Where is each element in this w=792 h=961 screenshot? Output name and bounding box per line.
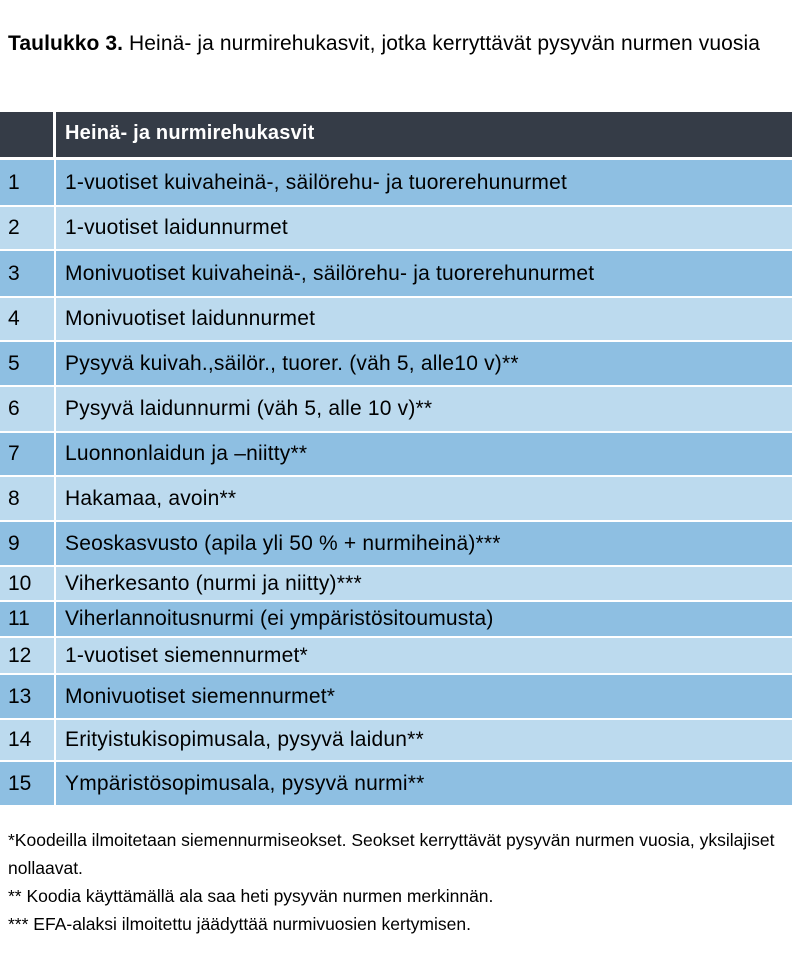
table-row — [0, 477, 792, 522]
table-row — [0, 522, 792, 567]
row-number: 1 — [0, 160, 56, 205]
table-row — [0, 433, 792, 477]
row-number: 9 — [0, 522, 56, 565]
caption-text: Heinä- ja nurmirehukasvit, jotka kerryttävät pysyvän nurmen vuosia — [123, 32, 761, 55]
row-label: 1-vuotiset laidunnurmet — [65, 216, 288, 239]
row-number: 5 — [0, 342, 56, 385]
header-number-cell — [0, 112, 56, 157]
table-row — [0, 762, 792, 807]
table-row — [0, 387, 792, 433]
table-row — [0, 298, 792, 342]
table-header-row — [0, 112, 792, 160]
table-row — [0, 567, 792, 602]
row-label: Hakamaa, avoin** — [65, 486, 237, 510]
footnote-3: *** EFA-alaksi ilmoitettu jäädyttää nurmivuosien kertymisen. — [8, 914, 471, 934]
footnotes — [8, 826, 788, 938]
table-row — [0, 251, 792, 298]
row-label: Viherlannoitusnurmi (ei ympäristösitoumusta) — [65, 607, 494, 630]
row-number: 3 — [0, 251, 56, 296]
row-number: 7 — [0, 433, 56, 475]
row-number: 11 — [0, 602, 56, 636]
row-label: Viherkesanto (nurmi ja niitty)*** — [65, 571, 362, 595]
header-title: Heinä- ja nurmirehukasvit — [65, 122, 315, 144]
table-row — [0, 675, 792, 720]
table-row — [0, 720, 792, 762]
row-number: 10 — [0, 567, 56, 600]
caption-label: Taulukko 3. — [8, 32, 124, 55]
table-row — [0, 207, 792, 251]
row-number: 2 — [0, 207, 56, 249]
table-row — [0, 342, 792, 387]
row-number: 12 — [0, 638, 56, 673]
row-label: 1-vuotiset siemennurmet* — [65, 643, 308, 667]
row-number: 4 — [0, 298, 56, 340]
row-number: 15 — [0, 762, 56, 805]
row-number: 14 — [0, 720, 56, 760]
row-label: 1-vuotiset kuivaheinä-, säilörehu- ja tuorerehunurmet — [65, 170, 568, 194]
row-label: Luonnonlaidun ja –niitty** — [65, 442, 308, 465]
row-label: Pysyvä laidunnurmi (väh 5, alle 10 v)** — [65, 397, 433, 420]
row-number: 13 — [0, 675, 56, 718]
table-row — [0, 602, 792, 638]
footnote-1: *Koodeilla ilmoitetaan siemennurmiseokset. Seokset kerryttävät pysyvän nurmen vuosia, yksilajiset nollaavat. — [8, 830, 775, 878]
row-label: Monivuotiset kuivaheinä-, säilörehu- ja tuorerehunurmet — [65, 261, 595, 285]
row-label: Monivuotiset siemennurmet* — [65, 684, 336, 708]
row-label: Ympäristösopimusala, pysyvä nurmi** — [65, 771, 425, 795]
row-label: Pysyvä kuivah.,säilör., tuorer. (väh 5, alle10 v)** — [65, 351, 519, 375]
table-row — [0, 638, 792, 675]
row-label: Erityistukisopimusala, pysyvä laidun** — [65, 728, 424, 751]
table-caption — [8, 28, 778, 59]
row-label: Monivuotiset laidunnurmet — [65, 307, 316, 330]
footnote-2: ** Koodia käyttämällä ala saa heti pysyvän nurmen merkinnän. — [8, 886, 494, 906]
row-number: 8 — [0, 477, 56, 520]
row-label: Seoskasvusto (apila yli 50 % + nurmiheinä)*** — [65, 531, 501, 555]
row-number: 6 — [0, 387, 56, 431]
table-row — [0, 160, 792, 207]
grass-crops-table — [0, 112, 792, 807]
